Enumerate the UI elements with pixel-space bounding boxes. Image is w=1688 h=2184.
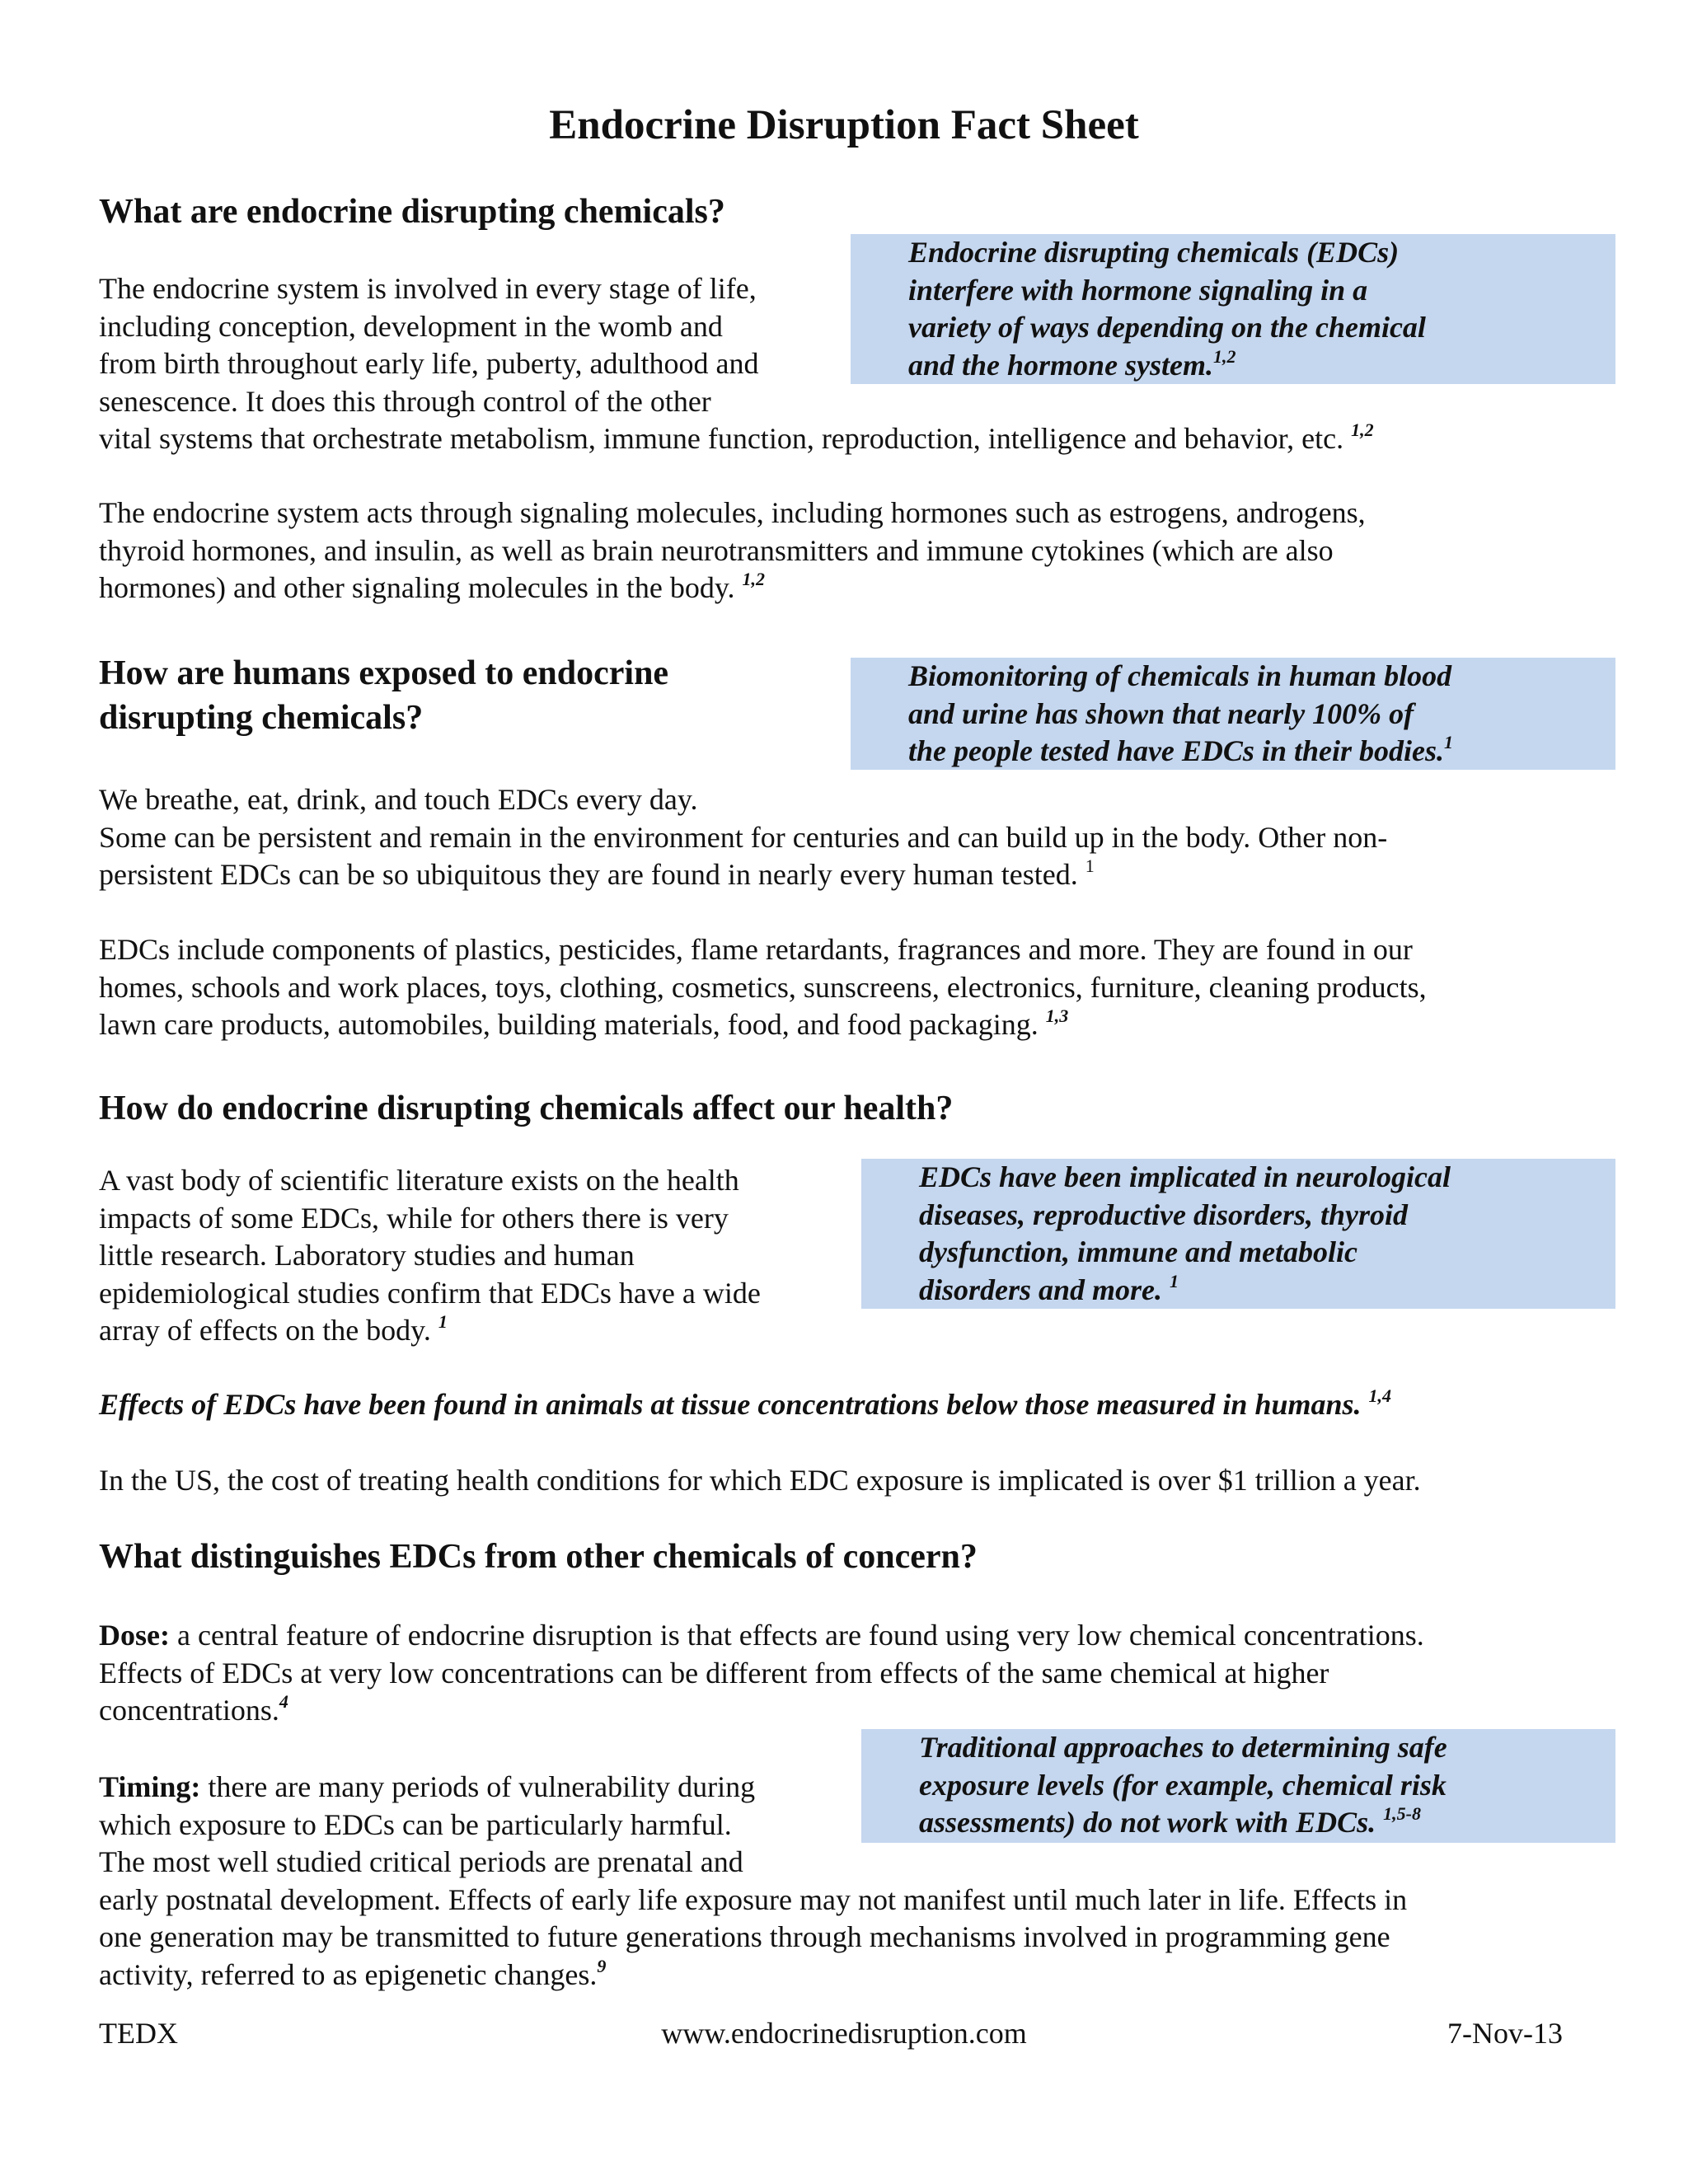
callout-line: interfere with hormone signaling in a	[908, 273, 1368, 307]
text-line: concentrations.$^4$	[99, 1691, 288, 1727]
text-line: from birth throughout early life, puberty, adulthood and	[99, 347, 759, 380]
text-line: thyroid hormones, and insulin, as well as brain neurotransmitters and immune cytokines (which are also	[99, 533, 1334, 567]
text-line: activity, referred to as epigenetic changes.$^9$	[99, 1955, 607, 1991]
footnote-ref: 1	[438, 1311, 448, 1332]
paragraph-timing	[99, 1769, 1407, 1994]
text-line: array of effects on the body. $^1$	[99, 1311, 448, 1347]
text-line: homes, schools and work places, toys, clothing, cosmetics, sunscreens, electronics, furniture, cleaning products,	[99, 970, 1427, 1004]
footnote-ref: 1,2	[1213, 345, 1236, 367]
footnote-ref: 1,2	[1351, 419, 1374, 440]
footnote-ref: 1,5-8	[1383, 1803, 1421, 1824]
footnote-ref: 1	[1443, 732, 1453, 752]
text-line: epidemiological studies confirm that EDCs have a wide	[99, 1276, 761, 1310]
callout-line: disorders and more. $^1$	[919, 1270, 1179, 1306]
callout-line: Biomonitoring of chemicals in human blood	[908, 659, 1452, 692]
callout-biomonitoring	[851, 658, 1615, 770]
text-line: The most well studied critical periods are prenatal and	[99, 1845, 743, 1878]
section-heading-distinguishing-features: What distinguishes EDCs from other chemicals of concern?	[99, 1538, 978, 1576]
text-line: hormones) and other signaling molecules in the body. $^{1,2}$	[99, 569, 766, 604]
text-line: one generation may be transmitted to future generations through mechanisms involved in programming gene	[99, 1920, 1390, 1953]
text-line: Dose: a central feature of endocrine disruption is that effects are found using very low chemical concentrations.	[99, 1619, 1424, 1652]
callout-line: EDCs have been implicated in neurological	[919, 1160, 1451, 1193]
footnote-ref: 4	[279, 1691, 288, 1712]
footnote-ref: 1	[1170, 1270, 1179, 1291]
section-heading-health-effects: How do endocrine disrupting chemicals affect our health?	[99, 1090, 954, 1127]
footer-org: TEDX	[99, 2017, 178, 2050]
callout-line: Endocrine disrupting chemicals (EDCs)	[908, 236, 1400, 269]
timing-label: Timing:	[99, 1770, 201, 1803]
text-line: senescence. It does this through control of the other	[99, 384, 711, 418]
heading-line: How are humans exposed to endocrine	[99, 654, 669, 692]
section-heading-human-exposure	[99, 651, 668, 740]
callout-line: Traditional approaches to determining safe	[919, 1731, 1447, 1764]
text-line: early postnatal development. Effects of early life exposure may not manifest until much later in life. Effects in	[99, 1882, 1408, 1916]
text-line: We breathe, eat, drink, and touch EDCs every day.	[99, 783, 698, 816]
heading-line: disrupting chemicals?	[99, 699, 424, 737]
footer-website-link[interactable]: www.endocrinedisruption.com	[661, 2017, 1027, 2050]
footnote-ref: 9	[597, 1955, 607, 1976]
section-heading-what-are-edcs: What are endocrine disrupting chemicals?	[99, 193, 725, 231]
footer-date: 7-Nov-13	[1447, 2017, 1563, 2050]
text-line: lawn care products, automobiles, building materials, food, and food packaging. $^{1,3}$	[99, 1005, 1069, 1041]
paragraph-scientific-literature	[99, 1162, 761, 1350]
footnote-ref: 1,2	[742, 569, 766, 589]
paragraph-edc-sources	[99, 931, 1427, 1044]
text-line: vital systems that orchestrate metabolism, immune function, reproduction, intelligence and behavior, etc. $^{1,2}$	[99, 419, 1374, 455]
paragraph-treatment-cost: In the US, the cost of treating health conditions for which EDC exposure is implicated is over $1 trillion a year.	[99, 1464, 1421, 1497]
callout-line: dysfunction, immune and metabolic	[919, 1235, 1358, 1268]
paragraph-endocrine-system-role	[99, 270, 1374, 458]
callout-line: exposure levels (for example, chemical risk	[919, 1768, 1447, 1802]
text-line: The endocrine system acts through signaling molecules, including hormones such as estrogens, androgens,	[99, 496, 1366, 529]
page-title: Endocrine Disruption Fact Sheet	[549, 102, 1139, 148]
text-line: little research. Laboratory studies and human	[99, 1239, 635, 1272]
text-line: Effects of EDCs at very low concentrations can be different from effects of the same chemical at higher	[99, 1656, 1329, 1690]
text-line: persistent EDCs can be so ubiquitous they are found in nearly every human tested. $^1$	[99, 855, 1095, 891]
footnote-ref: 1,3	[1045, 1005, 1069, 1026]
text-line: including conception, development in the womb and	[99, 309, 723, 343]
text-line: impacts of some EDCs, while for others there is very	[99, 1201, 729, 1235]
callout-line: and urine has shown that nearly 100% of	[908, 696, 1414, 730]
text-line: Some can be persistent and remain in the environment for centuries and can build up in the body. Other non-	[99, 820, 1388, 854]
text-line: which exposure to EDCs can be particularly harmful.	[99, 1807, 732, 1841]
dose-label: Dose:	[99, 1619, 170, 1652]
footnote-ref: 1,4	[1368, 1385, 1392, 1406]
emphasis-animal-concentrations: Effects of EDCs have been found in animals at tissue concentrations below those measured in humans. $^{1,4}$	[99, 1385, 1392, 1421]
callout-line: variety of ways depending on the chemical	[908, 311, 1426, 344]
callout-implicated-diseases	[861, 1159, 1615, 1309]
paragraph-daily-exposure	[99, 781, 1387, 894]
paragraph-signaling-molecules	[99, 494, 1366, 607]
text-line: Timing: there are many periods of vulnerability during	[99, 1770, 756, 1803]
callout-line: assessments) do not work with EDCs. $^{1,5-8}$	[919, 1803, 1421, 1839]
text-line: EDCs include components of plastics, pesticides, flame retardants, fragrances and more. They are found in our	[99, 933, 1413, 966]
callout-line: diseases, reproductive disorders, thyroid	[919, 1197, 1408, 1231]
text-line: A vast body of scientific literature exists on the health	[99, 1164, 739, 1197]
callout-line: the people tested have EDCs in their bodies.$^1$	[908, 732, 1453, 767]
footnote-ref: 1	[1085, 855, 1095, 876]
callout-line: and the hormone system.$^{1,2}$	[908, 345, 1236, 382]
paragraph-dose	[99, 1617, 1424, 1730]
text-line: The endocrine system is involved in every stage of life,	[99, 272, 757, 305]
